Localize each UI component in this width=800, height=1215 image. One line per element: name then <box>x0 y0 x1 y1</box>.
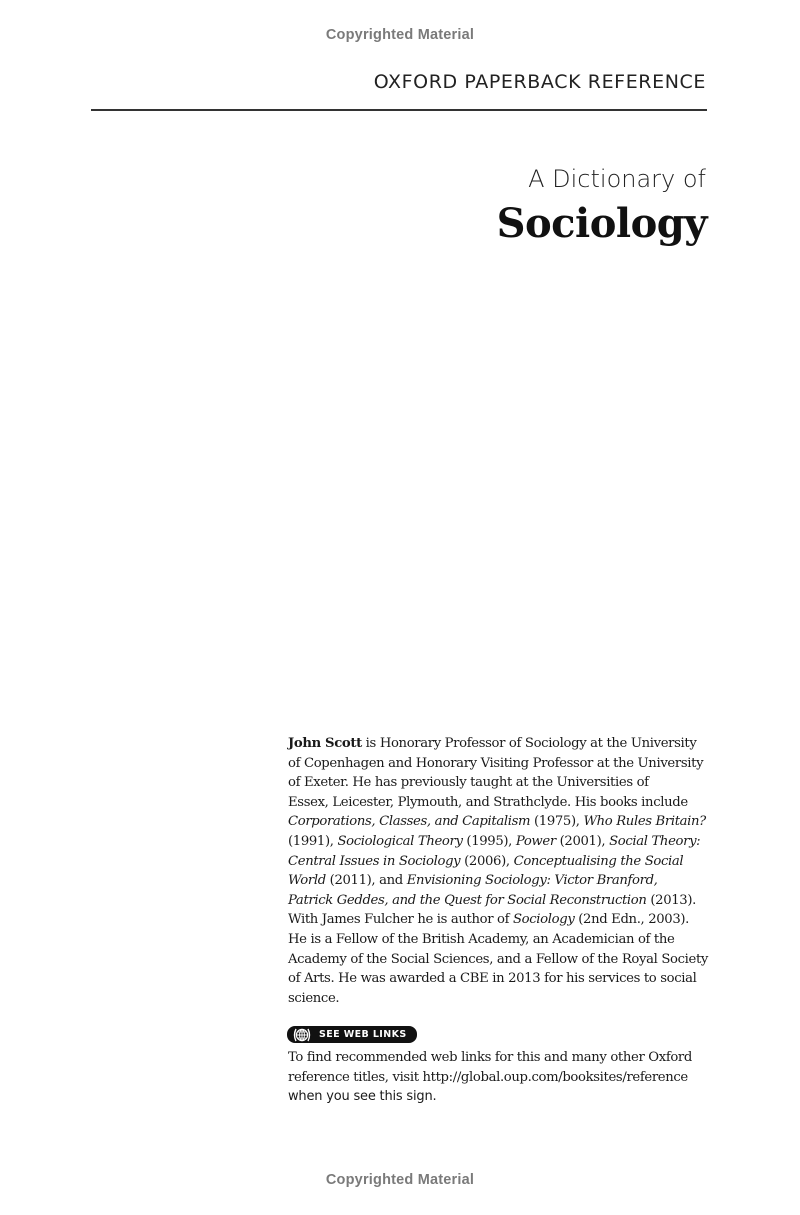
bio-text: (2013). <box>646 892 696 908</box>
bio-line <box>288 950 712 970</box>
web-links-line: when you see this sign. <box>288 1089 437 1105</box>
bio-text: (1975), <box>530 814 584 830</box>
bio-text: of Arts. He was awarded a CBE in 2013 for his services to social <box>288 971 697 987</box>
book-subtitle: A Dictionary of <box>528 165 706 193</box>
bio-line <box>288 930 712 950</box>
book-title-ref: Conceptualising the Social <box>513 853 684 869</box>
book-title-ref: Sociology <box>513 912 575 928</box>
bio-text: of Copenhagen and Honorary Visiting Professor at the University <box>288 755 704 771</box>
bio-text: (1995), <box>462 833 516 849</box>
bio-line <box>288 871 712 891</box>
see-web-links-badge <box>287 1026 417 1043</box>
bio-line <box>288 969 712 989</box>
watermark-bottom: Copyrighted Material <box>325 1172 475 1188</box>
bio-line <box>288 754 712 774</box>
globe-icon <box>291 1026 313 1043</box>
bio-line <box>288 891 712 911</box>
bio-text: of Exeter. He has previously taught at the Universities of <box>288 775 649 791</box>
bio-line <box>288 832 712 852</box>
bio-text: (2011), and <box>325 873 407 889</box>
bio-text: science. <box>288 990 340 1006</box>
author-name: John Scott <box>288 736 362 751</box>
bio-line <box>288 734 712 754</box>
book-title-ref: World <box>288 873 326 889</box>
book-title-ref: Social Theory: <box>609 833 701 849</box>
book-title-ref: Envisioning Sociology: Victor Branford, <box>406 873 658 889</box>
book-title-ref: Corporations, Classes, and Capitalism <box>288 814 531 830</box>
web-links-line: reference titles, visit http://global.oup.com/booksites/reference <box>288 1069 688 1085</box>
bio-line <box>288 989 712 1009</box>
bio-line <box>288 852 712 872</box>
bio-text: (2001), <box>555 833 610 849</box>
bio-text: is Honorary Professor of Sociology at the University <box>361 736 697 751</box>
bio-line <box>288 910 712 930</box>
bio-text: Essex, Leicester, Plymouth, and Strathclyde. His books include <box>288 794 688 810</box>
bio-line <box>288 773 712 793</box>
author-bio <box>288 734 712 1008</box>
book-title-ref: Sociological Theory <box>337 833 463 849</box>
watermark-top: Copyrighted Material <box>325 27 475 43</box>
book-title-ref: Who Rules Britain? <box>583 814 706 830</box>
bio-text: Academy of the Social Sciences, and a Fellow of the Royal Society <box>288 951 708 967</box>
see-web-links-label: SEE WEB LINKS <box>319 1029 407 1040</box>
book-title: Sociology <box>496 200 707 247</box>
bio-text: (2nd Edn., 2003). <box>574 912 690 928</box>
web-links-info <box>288 1048 718 1107</box>
bio-text: He is a Fellow of the British Academy, an Academician of the <box>288 931 675 947</box>
book-title-ref: Patrick Geddes, and the Quest for Social Reconstruction <box>288 892 647 908</box>
series-name: OXFORD PAPERBACK REFERENCE <box>373 71 706 93</box>
web-links-line: To find recommended web links for this and many other Oxford <box>288 1050 692 1065</box>
bio-text: With James Fulcher he is author of <box>288 912 513 928</box>
bio-text: (2006), <box>460 853 514 869</box>
bio-line <box>288 793 712 813</box>
book-title-ref: Power <box>515 833 556 849</box>
bio-line <box>288 812 712 832</box>
bio-text: (1991), <box>288 833 338 849</box>
header-rule <box>91 109 707 111</box>
book-title-ref: Central Issues in Sociology <box>288 853 461 869</box>
